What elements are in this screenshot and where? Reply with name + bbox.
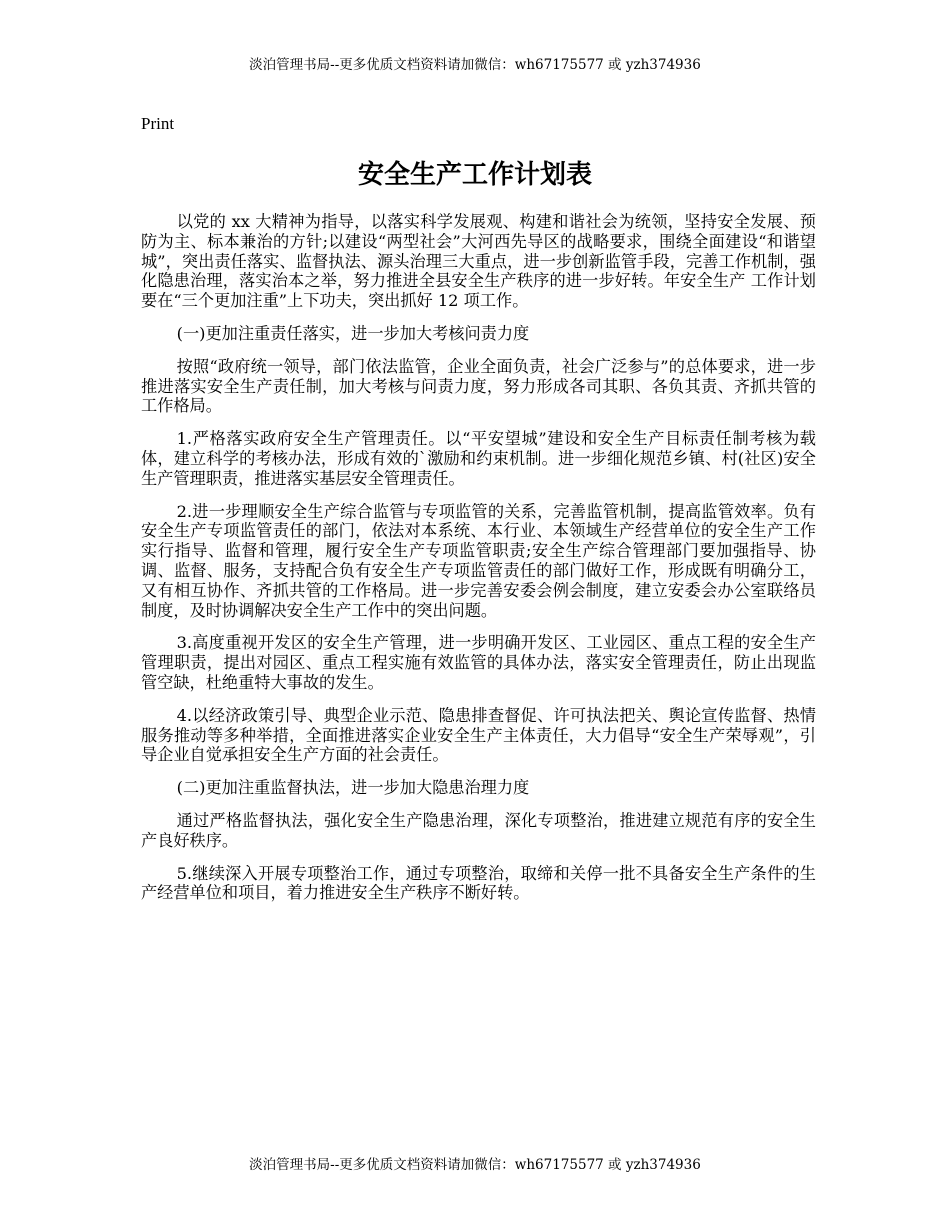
- item-paragraph-5: 5.继续深入开展专项整治工作，通过专项整治，取缔和关停一批不具备安全生产条件的生产经营单位和项目，着力推进安全生产秩序不断好转。: [141, 863, 816, 903]
- intro-paragraph: 以党的 xx 大精神为指导，以落实科学发展观、构建和谐社会为统领，坚持安全发展、预防为主、标本兼治的方针;以建设“两型社会”大河西先导区的战略要求，围绕全面建设“和谐望城”，突出责任落实、监督执法、源头治理三大重点，进一步创新监管手段，完善工作机制，强化隐患治理，落实治本之举，努力推进全县安全生产秩序的进一步好转。年安全生产 工作计划 要在“三个更加注重”上下功夫，突出抓好 12 项工作。: [141, 212, 816, 311]
- page-footer: 淡泊管理书局--更多优质文档资料请加微信：wh67175577 或 yzh374936: [249, 1157, 701, 1173]
- body-paragraph: 按照“政府统一领导，部门依法监管，企业全面负责，社会广泛参与”的总体要求，进一步推进落实安全生产责任制，加大考核与问责力度，努力形成各司其职、各负其责、齐抓共管的工作格局。: [141, 356, 816, 416]
- document-body: [141, 212, 816, 916]
- section-heading-1: (一)更加注重责任落实，进一步加大考核问责力度: [176, 323, 530, 343]
- item-paragraph-3: 3.高度重视开发区的安全生产管理，进一步明确开发区、工业园区、重点工程的安全生产管理职责，提出对园区、重点工程实施有效监管的具体办法，落实安全管理责任，防止出现监管空缺，杜绝重特大事故的发生。: [141, 633, 816, 692]
- body-paragraph: 通过严格监督执法，强化安全生产隐患治理，深化专项整治，推进建立规范有序的安全生产良好秩序。: [141, 810, 816, 850]
- page-header: 淡泊管理书局--更多优质文档资料请加微信：wh67175577 或 yzh374936: [249, 57, 701, 73]
- section-heading-2: (二)更加注重监督执法，进一步加大隐患治理力度: [176, 778, 530, 798]
- item-paragraph-1: 1.严格落实政府安全生产管理责任。以“平安望城”建设和安全生产目标责任制考核为载体，建立科学的考核办法，形成有效的`激励和约束机制。进一步细化规范乡镇、村(社区)安全生产管理职责，推进落实基层安全管理责任。: [141, 429, 816, 488]
- item-paragraph-4: 4.以经济政策引导、典型企业示范、隐患排查督促、许可执法把关、舆论宣传监督、热情服务推动等多种举措，全面推进落实企业安全生产主体责任，大力倡导“安全生产荣辱观”，引导企业自觉承担安全生产方面的社会责任。: [141, 705, 816, 765]
- item-paragraph-2: 2.进一步理顺安全生产综合监管与专项监管的关系，完善监管机制，提高监管效率。负有安全生产专项监管责任的部门，依法对本系统、本行业、本领域生产经营单位的安全生产工作实行指导、监督和管理，履行安全生产专项监管职责;安全生产综合管理部门要加强指导、协调、监督、服务，支持配合负有安全生产专项监管责任的部门做好工作，形成既有明确分工，又有相互协作、齐抓共管的工作格局。进一步完善安委会例会制度，建立安委会办公室联络员制度，及时协调解决安全生产工作中的突出问题。: [141, 501, 816, 620]
- document-title: 安全生产工作计划表: [357, 160, 592, 190]
- print-label: Print: [141, 114, 175, 133]
